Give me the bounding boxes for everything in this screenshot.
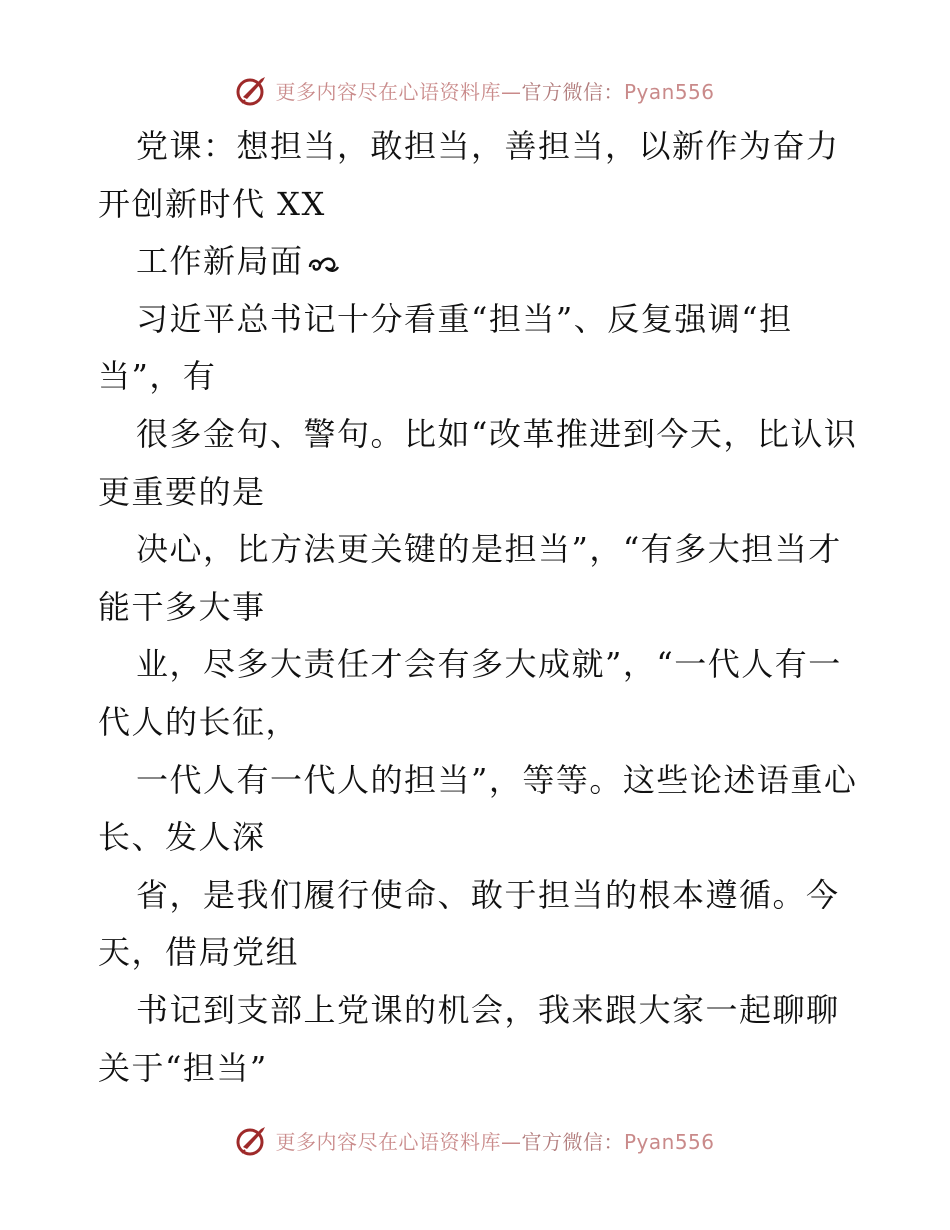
watermark-site: 更多内容尽在心语资料库	[275, 1129, 501, 1154]
footer-watermark	[0, 1120, 950, 1160]
watermark-separator: —	[500, 79, 522, 104]
paragraph-body: 决心，比方法更关键的是担当”，“有多大担当才能干多大事	[98, 530, 842, 626]
quill-logo-icon	[235, 1123, 269, 1157]
quill-logo-icon	[235, 73, 269, 107]
watermark-text	[275, 76, 714, 105]
paragraph-body: 业，尽多大责任才会有多大成就”，“一代人有一代人的长征，	[98, 645, 842, 741]
paragraph-body: 很多金句、警句。比如“改革推进到今天，比认识更重要的是	[98, 414, 858, 511]
watermark-site: 更多内容尽在心语资料库	[275, 79, 501, 104]
paragraph-body: 书记到支部上党课的机会，我来跟大家一起聊聊关于“担当”	[98, 990, 840, 1087]
paragraph-title: 党课：想担当，敢担当，善担当，以新作为奋力开创新时代 XX	[98, 127, 840, 223]
watermark-wechat-id: Pyan556	[623, 1129, 715, 1154]
watermark-wechat-id: Pyan556	[623, 79, 715, 104]
watermark-wechat-label: 官方微信：	[521, 1129, 624, 1154]
watermark-text	[275, 1126, 714, 1155]
paragraph-subtitle	[98, 233, 858, 291]
watermark-wechat-label: 官方微信：	[521, 79, 624, 104]
watermark-separator: —	[500, 1129, 522, 1154]
paragraph-body: 习近平总书记十分看重“担当”、反复强调“担当”，有	[98, 299, 793, 396]
header-watermark	[0, 70, 950, 110]
document-body	[98, 118, 858, 1097]
paragraph-body: 省，是我们履行使命、敢于担当的根本遵循。今天，借局党组	[98, 875, 840, 972]
subtitle-text: 工作新局面	[136, 242, 304, 281]
paragraph-body: 一代人有一代人的担当”，等等。这些论述语重心长、发人深	[98, 760, 858, 857]
ornament-icon	[306, 251, 340, 277]
